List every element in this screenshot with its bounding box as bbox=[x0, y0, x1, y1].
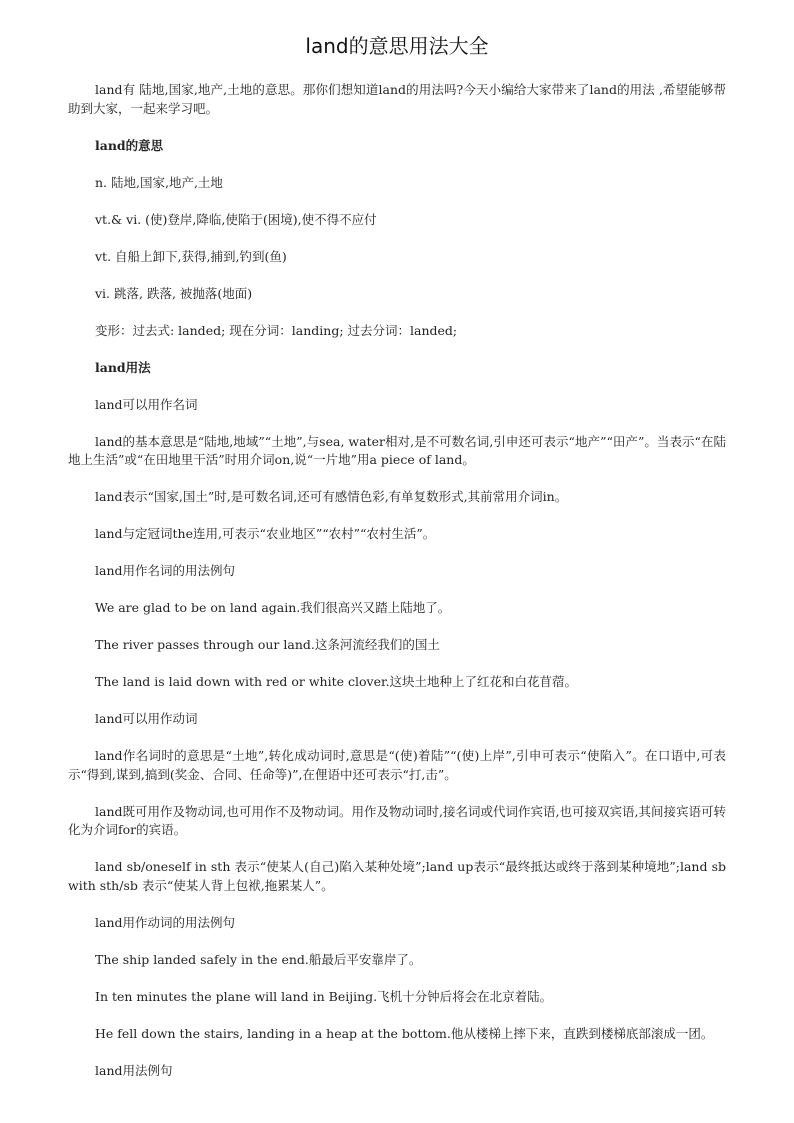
subheading-verb-examples: land用作动词的用法例句 bbox=[95, 914, 236, 930]
inflections: 变形：过去式: landed; 现在分词：landing; 过去分词：landed; bbox=[95, 322, 458, 338]
paragraph-verb-meaning: land作名词时的意思是“土地”,转化成动词时,意思是“(使)着陆”“(使)上岸”,引申可表示“使陷入”。在口语中,可表示“得到,谋到,搞到(奖金、合同、任命等)”,在俚语中还可表示“打,击”。 bbox=[68, 748, 726, 782]
example-sentence: He fell down the stairs, landing in a heap at the bottom.他从楼梯上摔下来，直跌到楼梯底部滚成一团。 bbox=[95, 1025, 714, 1041]
subheading-verb-usage: land可以用作动词 bbox=[95, 711, 198, 726]
paragraph-noun-country: land表示“国家,国土”时,是可数名词,还可有感情色彩,有单复数形式,其前常用介词in。 bbox=[95, 489, 568, 504]
example-sentence: The land is laid down with red or white clover.这块土地种上了红花和白花苜蓿。 bbox=[95, 674, 578, 689]
definition-noun: n. 陆地,国家,地产,土地 bbox=[95, 174, 223, 190]
paragraph-intro: land有 陆地,国家,地产,土地的意思。那你们想知道land的用法吗?今天小编给大家带来了land的用法 ,希望能够帮助到大家，一起来学习吧。 bbox=[68, 82, 726, 116]
paragraph-verb-phrases: land sb/oneself in sth 表示“使某人(自己)陷入某种处境”;land up表示“最终抵达或终于落到某种境地”;land sb with sth/sb 表示“使某人背上包袱,拖累某人”。 bbox=[68, 859, 726, 893]
paragraph-noun-the: land与定冠词the连用,可表示“农业地区”“农村”“农村生活”。 bbox=[95, 526, 436, 541]
section-heading-meaning: land的意思 bbox=[95, 137, 164, 153]
subheading-noun-examples: land用作名词的用法例句 bbox=[95, 563, 236, 578]
subheading-noun-usage: land可以用作名词 bbox=[95, 396, 198, 412]
example-sentence: In ten minutes the plane will land in Beijing.飞机十分钟后将会在北京着陆。 bbox=[95, 988, 553, 1004]
subheading-usage-examples: land用法例句 bbox=[95, 1062, 173, 1078]
article-body bbox=[68, 81, 726, 1099]
section-heading-usage: land用法 bbox=[95, 359, 151, 375]
page-title: land的意思用法大全 bbox=[305, 34, 489, 58]
paragraph-noun-basic: land的基本意思是“陆地,地域”“土地”,与sea, water相对,是不可数名词,引申还可表示“地产”“田产”。当表示“在陆地上生活”或“在田地里干活”时用介词on,说“一片地”用a piece of land。 bbox=[68, 433, 726, 467]
definition-vi: vi. 跳落, 跌落, 被抛落(地面) bbox=[95, 285, 253, 301]
example-sentence: We are glad to be on land again.我们很高兴又踏上陆地了。 bbox=[95, 600, 451, 615]
example-sentence: The ship landed safely in the end.船最后平安靠岸了。 bbox=[95, 951, 422, 967]
example-sentence: The river passes through our land.这条河流经我们的国土 bbox=[95, 637, 440, 652]
paragraph-verb-transitivity: land既可用作及物动词,也可用作不及物动词。用作及物动词时,接名词或代词作宾语,也可接双宾语,其间接宾语可转化为介词for的宾语。 bbox=[68, 803, 726, 837]
definition-vt: vt. 自船上卸下,获得,捕到,钓到(鱼) bbox=[95, 248, 287, 264]
definition-vt-vi: vt.& vi. (使)登岸,降临,使陷于(困境),使不得不应付 bbox=[95, 211, 377, 227]
